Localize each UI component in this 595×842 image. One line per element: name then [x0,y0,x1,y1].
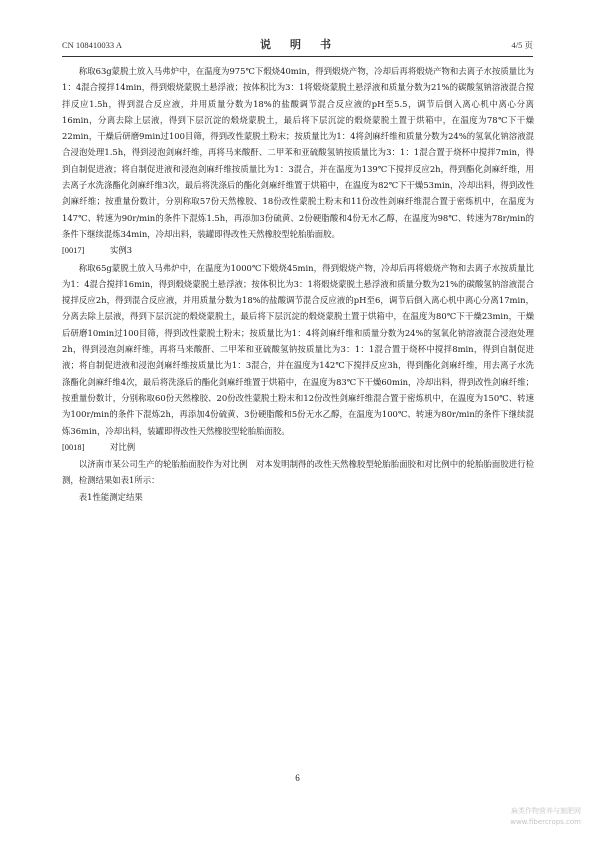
page-indicator: 4/5 页 [511,40,533,50]
document-body [62,63,534,505]
page-number: 6 [295,773,300,783]
header-rule [62,56,533,57]
paragraph-example2-body: 称取63g蒙脱土放入马弗炉中，在温度为975℃下煅烧40min，得到煅烧产物，冷却后再将煅烧产物和去离子水按质量比为1：4混合搅拌14min，得到煅烧蒙脱土悬浮液；按体积比为3：1将煅烧蒙脱土悬浮液和质量分数为21%的碳酸氢钠溶液混合搅拌反应1.5h，得到混合反应液，并用质量分数为18%的盐酸调节混合反应液的pH至5.5，调节后倒入离心机中离心分离16min，分离去除上层液，得到下层沉淀的煅烧蒙脱土，最后将下层沉淀的煅烧蒙脱土置于烘箱中，在温度为78℃下干燥22min，干燥后研磨9min过100目筛，得到改性蒙脱土粉末；按质量比为1：4将剑麻纤维和质量分数为24%的氢氧化钠溶液混合浸泡处理1.5h，得到浸泡剑麻纤维，再将马来酸酐、二甲苯和亚硫酸氢钠按质量比为3：1：1混合置于烧杯中搅拌7min，得到自制促进液；将自制促进液和浸泡剑麻纤维按质量比为1：3混合，并在温度为139℃下搅拌反应2h，得到酯化剑麻纤维，用去离子水洗涤酯化剑麻纤维3次，最后将洗涤后的酯化剑麻纤维置于烘箱中，在温度为82℃下干燥53min，冷却出料，得到改性剑麻纤维；按重量份数计，分别称取57份天然橡胶、18份改性蒙脱土粉末和11份改性剑麻纤维混合置于密炼机中，在温度为147℃、转速为90r/min的条件下混炼1.5h，再添加3份硫黄、2份硬脂酸和4份无水乙醇，在温度为98℃、转速为78r/min的条件下继续混炼34min，冷却出料，装罐即得改性天然橡胶型轮胎胎面胶。 [62,66,534,239]
watermark-site-name: 麻类作物营养与施肥网 [511,807,581,815]
section-heading-comparison [62,439,534,456]
site-watermark [510,806,581,828]
publication-number: CN 108410033 A [62,40,122,50]
paragraph-number: [0017] [62,246,85,256]
paragraph-comparison-body: 以济南市某公司生产的轮胎胎面胶作为对比例 对本发明制得的改性天然橡胶型轮胎胎面胶和对比例中的轮胎胎面胶进行检测，检测结果如表1所示： [62,459,534,486]
paragraph-number: [0018] [62,442,85,452]
section-title: 实例3 [110,245,133,256]
watermark-url: www.fibercrops.com [510,818,581,826]
table-caption: 表1性能测定结果 [78,491,143,502]
section-title: 对比例 [110,441,136,452]
document-title: 说 明 书 [260,38,335,51]
page-header [62,38,533,52]
section-heading-example3 [62,242,534,259]
paragraph-example3-body: 称取65g蒙脱土放入马弗炉中，在温度为1000℃下煅烧45min，得到煅烧产物，冷却后再将煅烧产物和去离子水按质量比为1：4混合搅拌16min，得到煅烧蒙脱土悬浮液；按体积比为3：1将煅烧蒙脱土悬浮液和质量分数为21%的碳酸氢钠溶液混合搅拌反应2h，得到混合反应液，并用质量分数为18%的盐酸调节混合反应液的pH至6，调节后倒入离心机中离心分离17min，分离去除上层液，得到下层沉淀的煅烧蒙脱土，最后将下层沉淀的煅烧蒙脱土置于烘箱中，在温度为80℃下干燥23min，干燥后研磨10min过100目筛，得到改性蒙脱土粉末；按质量比为1：4将剑麻纤维和质量分数为24%的氢氧化钠溶液混合浸泡处理2h，得到浸泡剑麻纤维，再将马来酸酐、二甲苯和亚硫酸氢钠按质量比为3：1：1混合置于烧杯中搅拌8min，得到自制促进液；将自制促进液和浸泡剑麻纤维按质量比为1：3混合，并在温度为142℃下搅拌反应3h，得到酯化剑麻纤维，用去离子水洗涤酯化剑麻纤维4次，最后将洗涤后的酯化剑麻纤维置于烘箱中，在温度为83℃下干燥60min，冷却出料，得到改性剑麻纤维；按重量份数计，分别称取60份天然橡胶、20份改性蒙脱土粉末和12份改性剑麻纤维混合置于密炼机中，在温度为150℃、转速为100r/min的条件下混炼2h，再添加4份硫黄、3份硬脂酸和5份无水乙醇，在温度为100℃、转速为80r/min的条件下继续混炼36min，冷却出料，装罐即得改性天然橡胶型轮胎胎面胶。 [62,262,534,436]
